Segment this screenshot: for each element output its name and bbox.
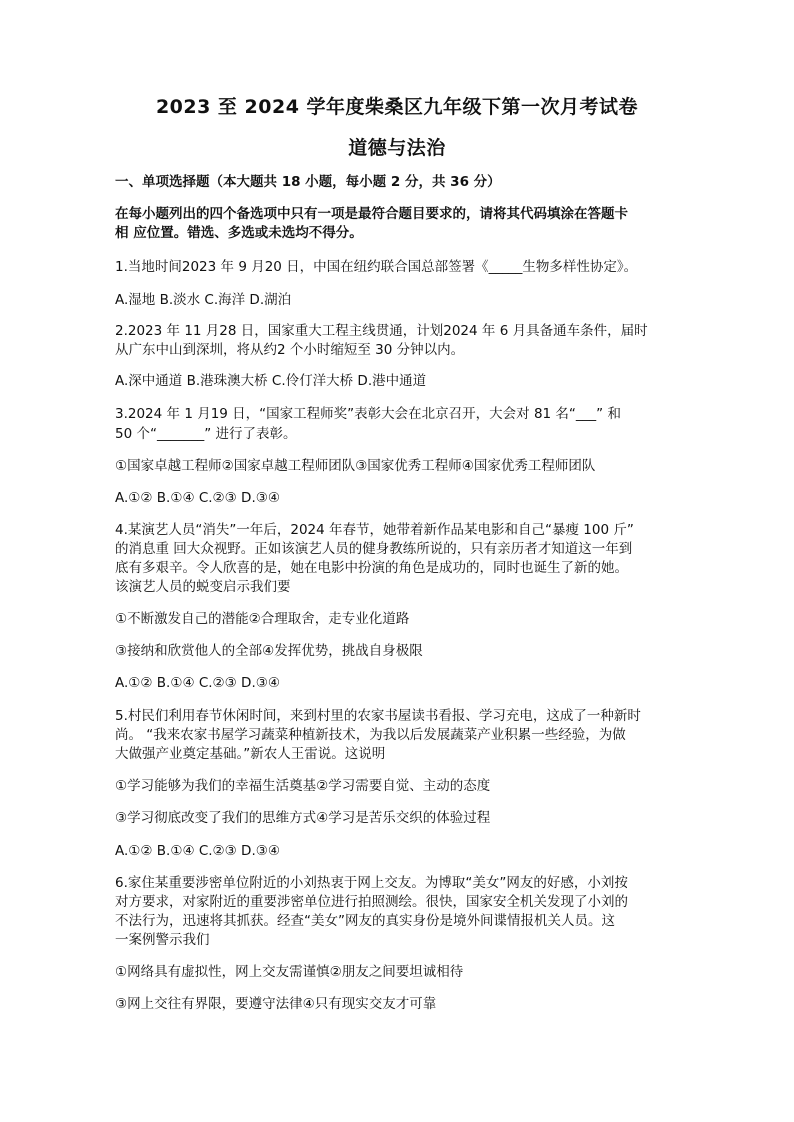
question-4-stem: 4.某演艺人员“消失”一年后，2024 年春节，她带着新作品某电影和自己“暴瘦 100 斤” bbox=[115, 522, 634, 538]
exam-title: 2023 至 2024 学年度柴桑区九年级下第一次月考试卷 bbox=[155, 96, 639, 118]
question-4-stem: 该演艺人员的蜕变启示我们要 bbox=[115, 579, 291, 595]
question-6-choices: ①网络具有虚拟性，网上交友需谨慎②朋友之间要坦诚相待 bbox=[115, 964, 464, 980]
question-5-choices: ①学习能够为我们的幸福生活奠基②学习需要自觉、主动的态度 bbox=[115, 778, 491, 794]
question-5-stem: 尚。 “我来农家书屋学习蔬菜种植新技术，为我以后发展蔬菜产业积累一些经验，为做 bbox=[115, 727, 626, 743]
question-4-stem: 的消息重 回大众视野。正如该演艺人员的健身教练所说的，只有亲历者才知道这一年到 bbox=[115, 541, 633, 557]
question-2-stem: 从广东中山到深圳，将从约2 个小时缩短至 30 分钟以内。 bbox=[115, 342, 465, 358]
question-5-stem: 大做强产业奠定基础。”新农人王雷说。这说明 bbox=[115, 746, 386, 762]
question-4-stem: 底有多艰辛。令人欣喜的是，她在电影中扮演的角色是成功的，同时也诞生了新的她。 bbox=[115, 560, 628, 576]
question-5-choices: ③学习彻底改变了我们的思维方式④学习是苦乐交织的体验过程 bbox=[115, 810, 491, 826]
question-4-options: A.①② B.①④ C.②③ D.③④ bbox=[115, 675, 280, 691]
question-3-stem: 50 个“_______” 进行了表彰。 bbox=[115, 426, 297, 442]
question-2-stem: 2.2023 年 11 月28 日，国家重大工程主线贯通，计划2024 年 6 月具备通车条件，届时 bbox=[115, 323, 648, 339]
question-3-stem: 3.2024 年 1 月19 日，“国家工程师奖”表彰大会在北京召开，大会对 81 名“___” 和 bbox=[115, 406, 621, 422]
question-1-options: A.湿地 B.淡水 C.海洋 D.湖泊 bbox=[115, 292, 292, 308]
question-2-options: A.深中通道 B.港珠澳大桥 C.伶仃洋大桥 D.港中通道 bbox=[115, 373, 427, 389]
instruction-line: 在每小题列出的四个备选项中只有一项是最符合题目要求的，请将其代码填涂在答题卡 bbox=[115, 206, 628, 222]
section-heading: 一、单项选择题（本大题共 18 小题，每小题 2 分，共 36 分） bbox=[115, 174, 501, 190]
question-1-stem: 1.当地时间2023 年 9 月20 日，中国在纽约联合国总部签署《_____生物多样性协定》。 bbox=[115, 259, 638, 275]
instruction-line: 相 应位置。错选、多选或未选均不得分。 bbox=[115, 225, 363, 241]
question-6-stem: 一案例警示我们 bbox=[115, 932, 210, 948]
question-3-options: A.①② B.①④ C.②③ D.③④ bbox=[115, 490, 280, 506]
question-4-choices: ③接纳和欣赏他人的全部④发挥优势，挑战自身极限 bbox=[115, 643, 423, 659]
question-6-choices: ③网上交往有界限，要遵守法律④只有现实交友才可靠 bbox=[115, 996, 437, 1012]
question-5-stem: 5.村民们利用春节休闲时间，来到村里的农家书屋读书看报、学习充电，这成了一种新时 bbox=[115, 708, 641, 724]
question-3-choices: ①国家卓越工程师②国家卓越工程师团队③国家优秀工程师④国家优秀工程师团队 bbox=[115, 458, 596, 474]
question-6-stem: 不法行为，迅速将其抓获。经查“美女”网友的真实身份是境外间谍情报机关人员。这 bbox=[115, 913, 615, 929]
subject-title: 道德与法治 bbox=[348, 137, 446, 159]
question-6-stem: 6.家住某重要涉密单位附近的小刘热衷于网上交友。为博取“美女”网友的好感，小刘按 bbox=[115, 875, 628, 891]
question-5-options: A.①② B.①④ C.②③ D.③④ bbox=[115, 843, 280, 859]
question-4-choices: ①不断激发自己的潜能②合理取舍，走专业化道路 bbox=[115, 611, 410, 627]
question-6-stem: 对方要求，对家附近的重要涉密单位进行拍照测绘。很快，国家安全机关发现了小刘的 bbox=[115, 894, 628, 910]
